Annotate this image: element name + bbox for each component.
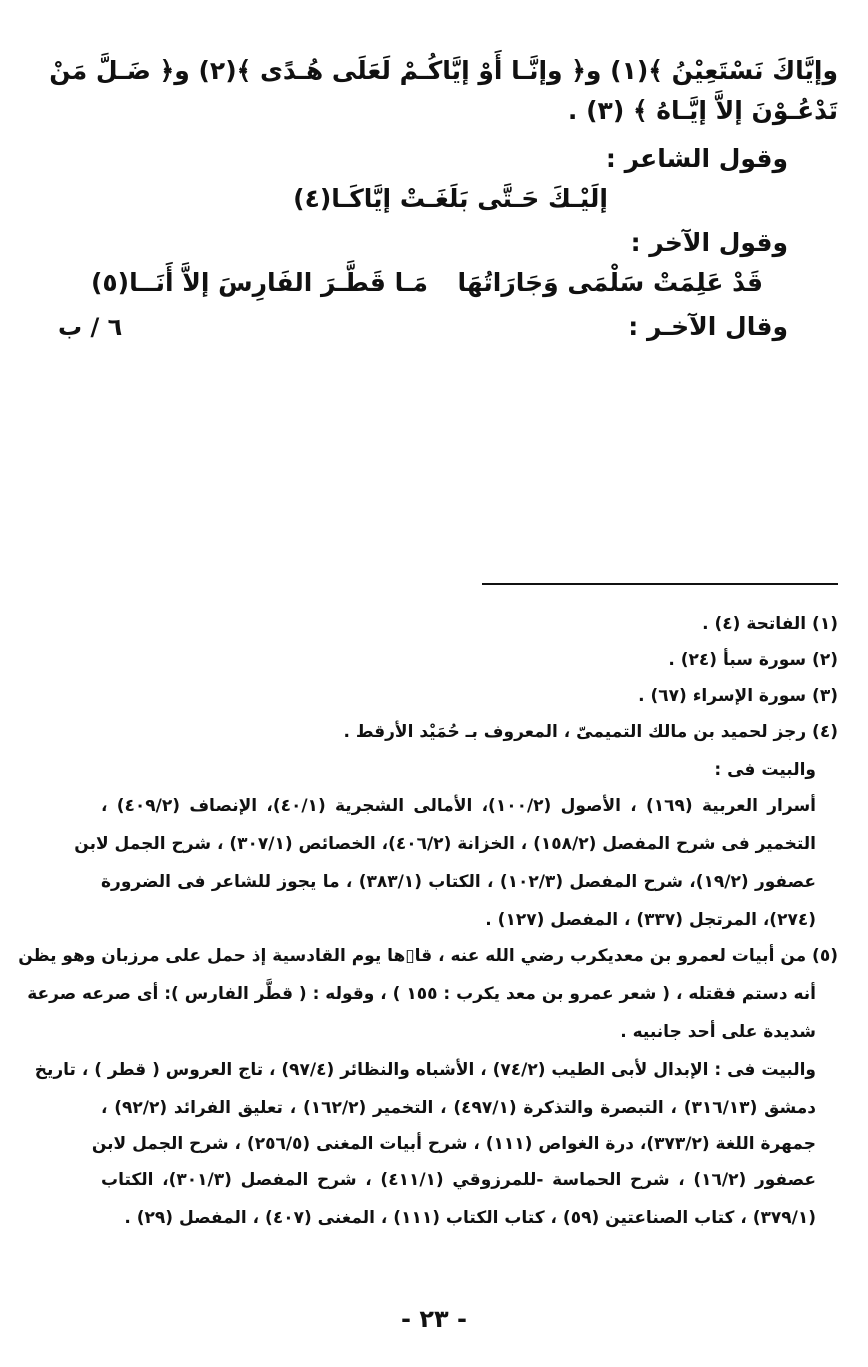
footnote-4-intro: والبيت فى : xyxy=(714,760,816,780)
verse-1: إلَيْـكَ حَـتَّى بَلَغَـتْ إيَّاكَـا(٤) xyxy=(293,184,608,213)
footnote-2: (٢) سورة سبأ (٢٤) . xyxy=(668,650,838,670)
footnote-4-refs-line-2: التخمير فى شرح المفصل (١٥٨/٢) ، الخزانة (٤٠٦/٢)، الخصائص (٣٠٧/١) ، شرح الجمل لابن xyxy=(74,834,816,854)
footnote-1: (١) الفاتحة (٤) . xyxy=(702,614,838,634)
footnote-5-line-6: جمهرة اللغة (٣٧٣/٢)، درة الغواص (١١١) ، شرح أبيات المغنى (٢٥٦/٥) ، شرح الجمل لابن xyxy=(91,1134,816,1154)
page-number: - ٢٣ - xyxy=(401,1305,467,1333)
footnote-4: (٤) رجز لحميد بن مالك التميمىّ ، المعروف بـ حُمَيْد الأرقط . xyxy=(343,722,838,742)
footnote-3: (٣) سورة الإسراء (٦٧) . xyxy=(638,686,838,706)
footnote-4-refs-line-3: عصفور (١٩/٢)، شرح المفصل (١٠٢/٣) ، الكتاب (٣٨٣/١) ، ما يجوز للشاعر فى الضرورة xyxy=(101,872,816,892)
footnote-4-refs-line-4: (٢٧٤)، المرتجل (٣٣٧) ، المفصل (١٢٧) . xyxy=(485,910,816,930)
footnote-4-refs-line-1: أسرار العربية (١٦٩) ، الأصول (١٠٠/٢)، الأمالى الشجرية (٤٠/١)، الإنصاف (٤٠٩/٢) ، xyxy=(101,796,816,816)
footnote-5-line-8: (٣٧٩/١) ، كتاب الصناعتين (٥٩) ، كتاب الكتاب (١١١) ، المغنى (٤٠٧) ، المفصل (٢٩) . xyxy=(124,1208,816,1228)
manuscript-folio-marker: ٦ / ب xyxy=(58,313,123,341)
footnote-5-line-3: شديدة على أحد جانبيه . xyxy=(620,1022,816,1042)
other-poet-intro-2: وقال الآخـر : xyxy=(628,312,788,341)
verse-2-second-hemistich: مَـا قَطَّـرَ الفَارِسَ إلاَّ أَنَــا(٥) xyxy=(90,268,428,297)
footnote-5-line-5: دمشق (٣١٦/١٣) ، التبصرة والتذكرة (٤٩٧/١) ، التخمير (١٦٢/٢) ، تعليق الفرائد (٩٢/٢) ، xyxy=(101,1098,816,1118)
verse-2-first-hemistich: قَدْ عَلِمَتْ سَلْمَى وَجَارَاتُهَا xyxy=(457,268,763,297)
footnote-5-line-7: عصفور (١٦/٢) ، شرح الحماسة -للمرزوقي (٤١١/١) ، شرح المفصل (٣٠١/٣)، الكتاب xyxy=(101,1170,817,1190)
other-poet-intro: وقول الآخر : xyxy=(630,228,788,257)
footnote-5-line-2: أنه دستم فقتله ، ( شعر عمرو بن معد يكرب : ١٥٥ ) ، وقوله : ( قطَّر الفارس ): أى صرعه صرعة xyxy=(27,984,816,1004)
body-line-1: وإيَّاكَ نَسْتَعِيْنُ ﴾(١) و﴿ وإنَّـا أَوْ إيَّاكُـمْ لَعَلَى هُـدًى ﴾(٢) و﴿ ضَـلَّ مَنْ xyxy=(49,56,838,85)
poet-intro: وقول الشاعر : xyxy=(605,144,788,173)
footnote-5-line-4: والبيت فى : الإبدال لأبى الطيب (٧٤/٢) ، الأشباه والنظائر (٩٧/٤) ، تاج العروس ( قطر ) ، تاريخ xyxy=(34,1060,816,1080)
footnote-5-line-1: (٥) من أبيات لعمرو بن معديكرب رضي الله عنه ، قا▯ها يوم القادسية إذ حمل على مرزبان وهو يظن xyxy=(18,946,838,966)
footnote-divider xyxy=(482,583,838,585)
body-line-2: تَدْعُـوْنَ إلاَّ إيَّـاهُ ﴾ (٣) . xyxy=(567,96,838,125)
